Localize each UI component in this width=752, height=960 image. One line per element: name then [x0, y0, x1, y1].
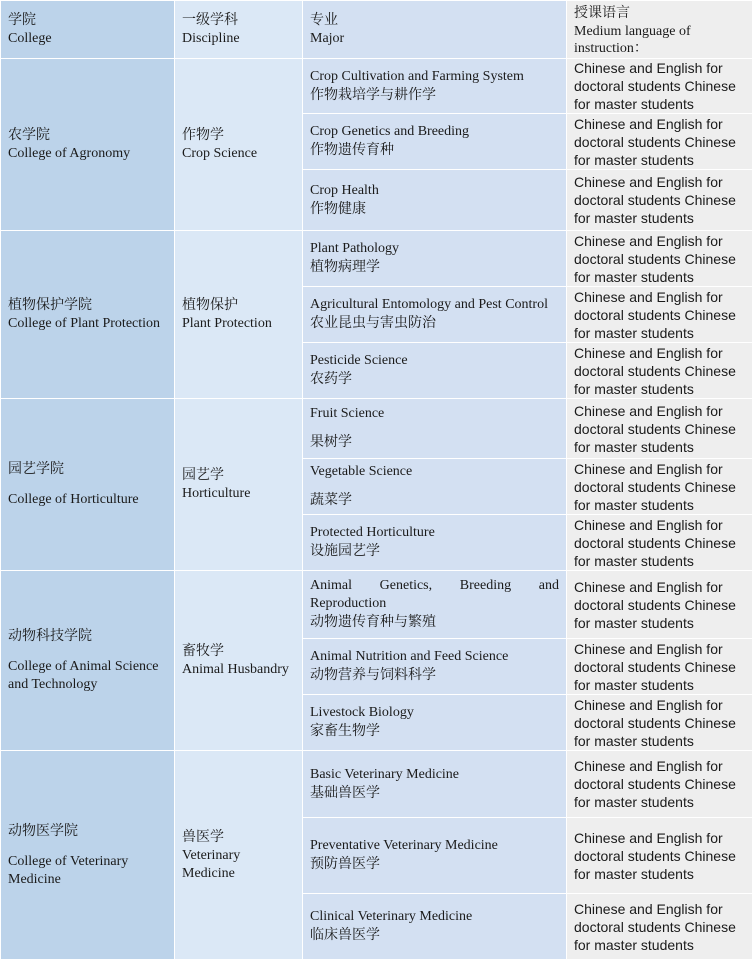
medium-language-cell: Chinese and English for doctoral students Chinese for master students: [567, 639, 752, 695]
medium-language-cell: Chinese and English for doctoral students Chinese for master students: [567, 343, 752, 399]
header-medium-language: 授课语言 Medium language of instruction：: [567, 1, 752, 59]
college-cell: 园艺学院 College of Horticulture: [1, 399, 175, 571]
table-row: [1, 399, 752, 459]
medium-language-cell: Chinese and English for doctoral students Chinese for master students: [567, 695, 752, 751]
college-cell: 动物医学院 College of Veterinary Medicine: [1, 751, 175, 960]
major-cell: Livestock Biology 家畜生物学: [303, 695, 567, 751]
college-cell: 农学院 College of Agronomy: [1, 59, 175, 231]
discipline-cell: 畜牧学 Animal Husbandry: [175, 571, 303, 751]
medium-language-cell: Chinese and English for doctoral students Chinese for master students: [567, 515, 752, 571]
medium-language-cell: Chinese and English for doctoral students Chinese for master students: [567, 231, 752, 287]
table-row: [1, 571, 752, 639]
major-cell: Agricultural Entomology and Pest Control 农业昆虫与害虫防治: [303, 287, 567, 343]
major-cell: Preventative Veterinary Medicine 预防兽医学: [303, 818, 567, 894]
major-cell: Plant Pathology 植物病理学: [303, 231, 567, 287]
major-cell: Vegetable Science 蔬菜学: [303, 459, 567, 515]
major-cell: Animal Genetics, Breeding and Reproduction 动物遗传育种与繁殖: [303, 571, 567, 639]
medium-language-cell: Chinese and English for doctoral students Chinese for master students: [567, 571, 752, 639]
discipline-cell: 植物保护 Plant Protection: [175, 231, 303, 399]
major-cell: Animal Nutrition and Feed Science 动物营养与饲料科学: [303, 639, 567, 695]
table-row: [1, 751, 752, 818]
major-cell: Clinical Veterinary Medicine 临床兽医学: [303, 894, 567, 960]
medium-language-cell: Chinese and English for doctoral students Chinese for master students: [567, 818, 752, 894]
medium-language-cell: Chinese and English for doctoral students Chinese for master students: [567, 751, 752, 818]
major-cell: Pesticide Science 农药学: [303, 343, 567, 399]
college-cell: 动物科技学院 College of Animal Science and Technology: [1, 571, 175, 751]
discipline-cell: 园艺学 Horticulture: [175, 399, 303, 571]
header-row: [1, 1, 752, 59]
medium-language-cell: Chinese and English for doctoral students Chinese for master students: [567, 894, 752, 960]
table-row: [1, 59, 752, 114]
major-cell: Crop Genetics and Breeding 作物遗传育种: [303, 114, 567, 170]
medium-language-cell: Chinese and English for doctoral students Chinese for master students: [567, 459, 752, 515]
discipline-cell: 兽医学 Veterinary Medicine: [175, 751, 303, 960]
medium-language-cell: Chinese and English for doctoral students Chinese for master students: [567, 399, 752, 459]
major-cell: Fruit Science 果树学: [303, 399, 567, 459]
major-cell: Crop Health 作物健康: [303, 170, 567, 231]
major-cell: Protected Horticulture 设施园艺学: [303, 515, 567, 571]
header-major: 专业 Major: [303, 1, 567, 59]
medium-language-cell: Chinese and English for doctoral students Chinese for master students: [567, 287, 752, 343]
college-cell: 植物保护学院 College of Plant Protection: [1, 231, 175, 399]
major-cell: Basic Veterinary Medicine 基础兽医学: [303, 751, 567, 818]
major-cell: Crop Cultivation and Farming System 作物栽培学与耕作学: [303, 59, 567, 114]
header-college: 学院 College: [1, 1, 175, 59]
medium-language-cell: Chinese and English for doctoral students Chinese for master students: [567, 114, 752, 170]
medium-language-cell: Chinese and English for doctoral students Chinese for master students: [567, 170, 752, 231]
table-row: [1, 231, 752, 287]
medium-language-cell: Chinese and English for doctoral students Chinese for master students: [567, 59, 752, 114]
header-discipline: 一级学科 Discipline: [175, 1, 303, 59]
discipline-cell: 作物学 Crop Science: [175, 59, 303, 231]
